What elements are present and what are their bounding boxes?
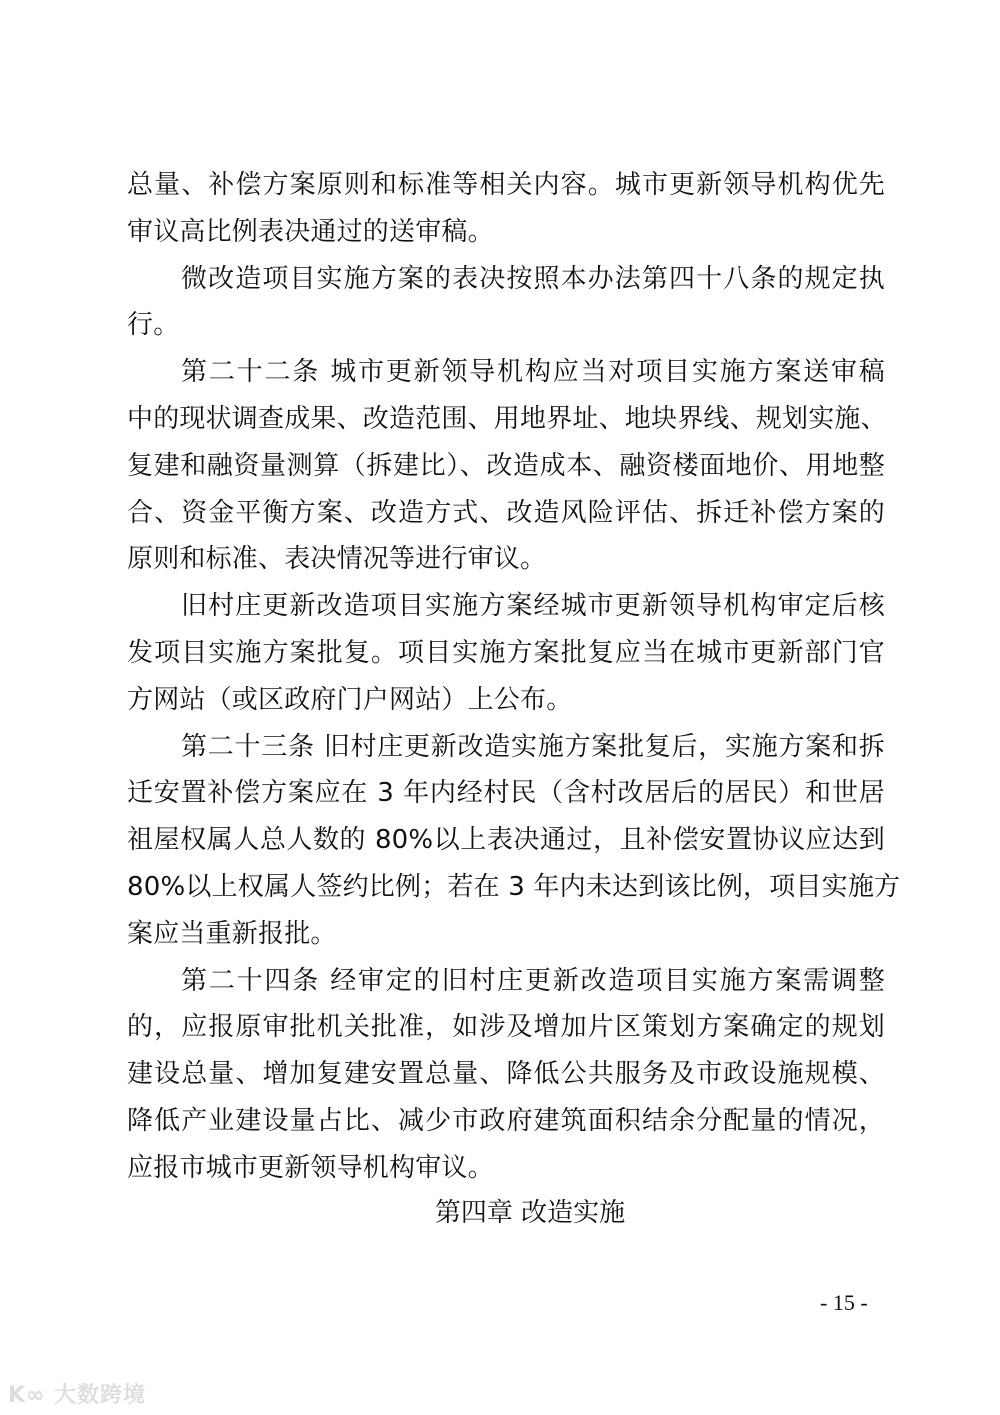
text-line: 方网站（或区政府门户网站）上公布。 (127, 684, 573, 715)
watermark-logo: K∞ 大数跨境 (8, 1383, 147, 1408)
text-line: 旧村庄更新改造项目实施方案经城市更新领导机构审定后核 (181, 591, 885, 622)
text-line: 祖屋权属人总人数的 80%以上表决通过，且补偿安置协议应达到 (127, 825, 885, 856)
text-line: 中的现状调查成果、改造范围、用地界址、地块界线、规划实施、 (127, 403, 887, 434)
text-line: 案应当重新报批。 (127, 918, 337, 949)
text-line: 原则和标准、表决情况等进行审议。 (127, 544, 547, 575)
chapter-heading: 第四章 改造实施 (434, 1198, 626, 1228)
text-line: 第二十四条 经审定的旧村庄更新改造项目实施方案需调整 (181, 965, 885, 996)
text-line: 第二十三条 旧村庄更新改造实施方案批复后，实施方案和拆 (181, 731, 885, 762)
text-line: 迁安置补偿方案应在 3 年内经村民（含村改居后的居民）和世居 (127, 778, 885, 809)
text-line: 建设总量、增加复建安置总量、降低公共服务及市政设施规模、 (127, 1059, 885, 1090)
text-line: 第二十二条 城市更新领导机构应当对项目实施方案送审稿 (181, 357, 885, 388)
text-line: 总量、补偿方案原则和标准等相关内容。城市更新领导机构优先 (127, 170, 885, 200)
text-line: 的，应报原审批机关批准，如涉及增加片区策划方案确定的规划 (127, 1012, 885, 1043)
text-line: 复建和融资量测算（拆建比）、改造成本、融资楼面地价、用地整 (127, 450, 885, 481)
text-line: 发项目实施方案批复。项目实施方案批复应当在城市更新部门官 (127, 637, 885, 668)
text-line: 应报市城市更新领导机构审议。 (127, 1152, 494, 1183)
text-line: 合、资金平衡方案、改造方式、改造风险评估、拆迁补偿方案的 (127, 497, 885, 528)
text-line: 微改造项目实施方案的表决按照本办法第四十八条的规定执 (181, 263, 885, 294)
text-line: 审议高比例表决通过的送审稿。 (127, 216, 494, 247)
text-line: 80%以上权属人签约比例；若在 3 年内未达到该比例，项目实施方 (127, 871, 901, 902)
page-number: - 15 - (820, 1290, 868, 1315)
text-line: 行。 (127, 310, 180, 341)
document-body (127, 162, 901, 1192)
text-line: 降低产业建设量占比、减少市政府建筑面积结余分配量的情况， (127, 1105, 885, 1136)
